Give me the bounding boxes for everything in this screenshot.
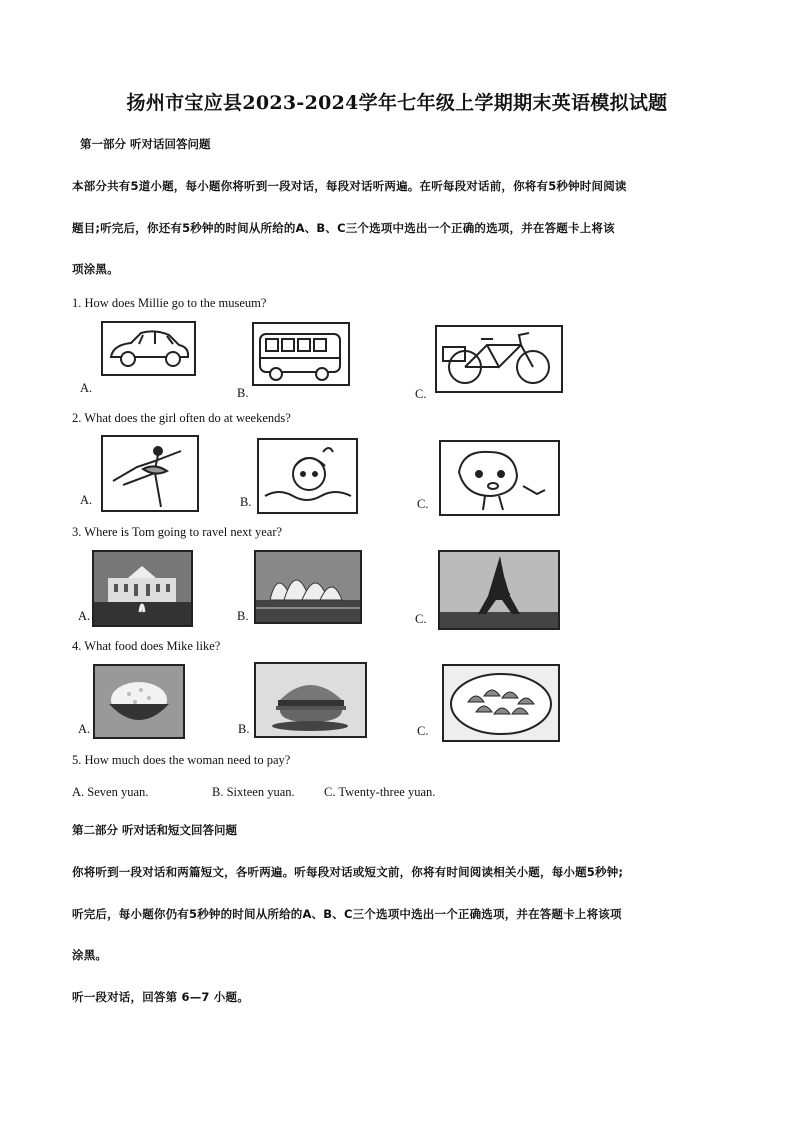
part2-instruction-line3: 涂黑。 bbox=[72, 948, 108, 962]
q4-option-b[interactable]: B. bbox=[238, 722, 250, 736]
part2-instruction-line1: 你将听到一段对话和两篇短文，各听两遍。听每段对话或短文前，你将有时间阅读相关小题，每小题5秒钟; bbox=[72, 865, 624, 879]
question-3: 3. Where is Tom going to ravel next year? bbox=[72, 525, 283, 539]
q4-option-a[interactable]: A. bbox=[78, 722, 91, 736]
part2-heading: 第二部分 听对话和短文回答问题 bbox=[72, 823, 238, 837]
bicycle-icon[interactable] bbox=[435, 325, 563, 393]
part2-subheading: 听一段对话，回答第 6—7 小题。 bbox=[72, 990, 249, 1004]
white-house-icon[interactable] bbox=[92, 550, 193, 627]
q3-option-a[interactable]: A. bbox=[78, 609, 91, 623]
q2-option-a[interactable]: A. bbox=[80, 493, 93, 507]
q1-option-c[interactable]: C. bbox=[415, 387, 427, 401]
singing-girl-icon[interactable] bbox=[439, 440, 560, 516]
eiffel-tower-icon[interactable] bbox=[438, 550, 560, 630]
question-2: 2. What does the girl often do at weekends? bbox=[72, 411, 291, 425]
car-icon[interactable] bbox=[101, 321, 196, 376]
part1-instruction-line3: 项涂黑。 bbox=[72, 262, 119, 276]
dumplings-plate-icon[interactable] bbox=[442, 664, 560, 742]
question-5: 5. How much does the woman need to pay? bbox=[72, 753, 291, 767]
q5-option-b[interactable]: B. Sixteen yuan. bbox=[212, 785, 295, 799]
q3-option-b[interactable]: B. bbox=[237, 609, 249, 623]
q2-option-c[interactable]: C. bbox=[417, 497, 429, 511]
page-title: 扬州市宝应县2023-2024学年七年级上学期期末英语模拟试题 bbox=[126, 92, 668, 114]
q3-option-c[interactable]: C. bbox=[415, 612, 427, 626]
q1-option-b[interactable]: B. bbox=[237, 386, 249, 400]
q1-option-a[interactable]: A. bbox=[80, 381, 93, 395]
bus-icon[interactable] bbox=[252, 322, 350, 386]
question-4: 4. What food does Mike like? bbox=[72, 639, 221, 653]
question-1: 1. How does Millie go to the museum? bbox=[72, 296, 267, 310]
part2-instruction-line2: 听完后，每小题你仍有5秒钟的时间从所给的A、B、C三个选项中选出一个正确选项，并在答题卡上将该项 bbox=[72, 907, 622, 921]
part1-heading: 第一部分 听对话回答问题 bbox=[80, 137, 211, 151]
sydney-opera-house-icon[interactable] bbox=[254, 550, 362, 624]
rice-bowl-icon[interactable] bbox=[93, 664, 185, 739]
part1-instruction-line1: 本部分共有5道小题，每小题你将听到一段对话，每段对话听两遍。在听每段对话前，你将有5秒钟时间阅读 bbox=[72, 179, 627, 193]
q5-option-a[interactable]: A. Seven yuan. bbox=[72, 785, 149, 799]
q4-option-c[interactable]: C. bbox=[417, 724, 429, 738]
q5-option-c[interactable]: C. Twenty-three yuan. bbox=[324, 785, 436, 799]
q2-option-b[interactable]: B. bbox=[240, 495, 252, 509]
swimming-girl-icon[interactable] bbox=[257, 438, 358, 514]
hamburger-icon[interactable] bbox=[254, 662, 367, 738]
part1-instruction-line2: 题目;听完后，你还有5秒钟的时间从所给的A、B、C三个选项中选出一个正确的选项，并在答题卡上将该 bbox=[72, 221, 615, 235]
ballet-dancer-icon[interactable] bbox=[101, 435, 199, 512]
